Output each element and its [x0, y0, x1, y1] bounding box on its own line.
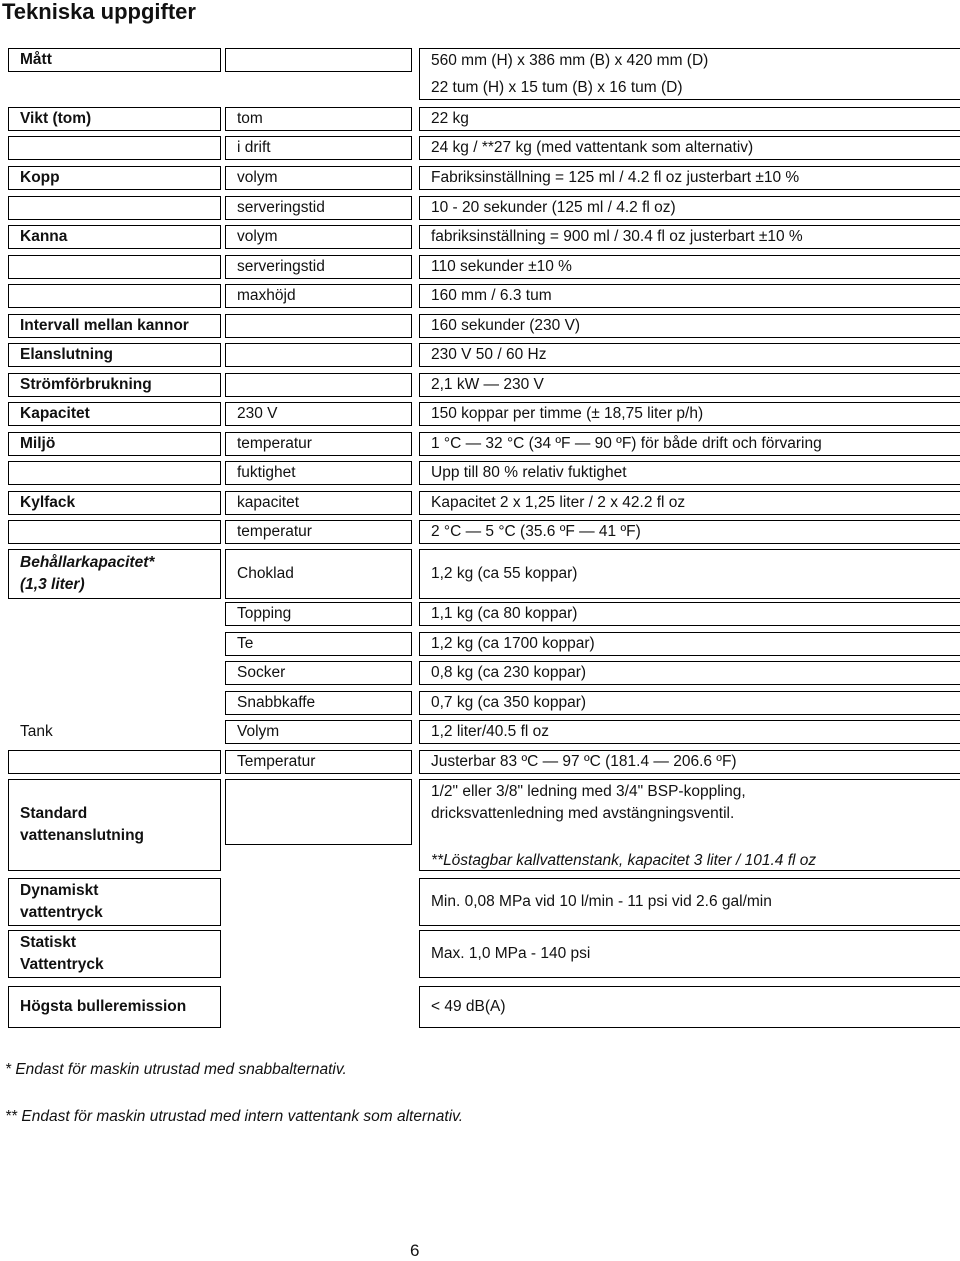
value-miljo-fuktighet: Upp till 80 % relativ fuktighet: [419, 461, 960, 485]
label-kanna-empty-1: [8, 255, 221, 279]
value-tank-volym: 1,2 liter/40.5 fl oz: [419, 720, 960, 744]
label-kylfack-empty: [8, 520, 221, 544]
sub-miljo-temperatur: temperatur: [225, 432, 412, 456]
sub-miljo-fuktighet: fuktighet: [225, 461, 412, 485]
value-hogsta-bulleremission: < 49 dB(A): [419, 986, 960, 1028]
value-kylfack-temperatur: 2 °C — 5 °C (35.6 ºF — 41 ºF): [419, 520, 960, 544]
value-vikt-drift: 24 kg / **27 kg (med vattentank som alternativ): [419, 136, 960, 160]
label-tank-empty: [8, 750, 221, 774]
value-elanslutning: 230 V 50 / 60 Hz: [419, 343, 960, 367]
sub-tank-volym: Volym: [225, 720, 412, 744]
sub-kopp-serveringstid: serveringstid: [225, 196, 412, 220]
label-dynamiskt-line1: Dynamiskt: [20, 882, 99, 899]
sub-kopp-volym: volym: [225, 166, 412, 190]
sub-intervall-empty: [225, 314, 412, 338]
label-statiskt-line1: Statiskt: [20, 934, 76, 951]
value-behallare-socker: 0,8 kg (ca 230 koppar): [419, 661, 960, 685]
value-standard-vattenanslutning: [419, 779, 960, 871]
label-matt: Mått: [8, 48, 221, 72]
sub-strom-empty: [225, 373, 412, 397]
sub-behallare-socker: Socker: [225, 661, 412, 685]
value-matt-tum: 22 tum (H) x 15 tum (B) x 16 tum (D): [431, 79, 683, 96]
label-statiskt-vattentryck: [8, 930, 221, 978]
value-behallare-snabbkaffe: 0,7 kg (ca 350 koppar): [419, 691, 960, 715]
label-kanna: Kanna: [8, 225, 221, 249]
sub-kapacitet: 230 V: [225, 402, 412, 426]
label-miljo-empty: [8, 461, 221, 485]
value-standard-line1: 1/2" eller 3/8" ledning med 3/4" BSP-koppling,: [431, 783, 746, 800]
sub-standard-empty: [225, 779, 412, 845]
value-stromforbrukning: 2,1 kW — 230 V: [419, 373, 960, 397]
sub-behallare-choklad: Choklad: [225, 549, 412, 599]
label-standard-line2: vattenanslutning: [20, 827, 145, 844]
sub-tank-temperatur: Temperatur: [225, 750, 412, 774]
value-kanna-serveringstid: 110 sekunder ±10 %: [419, 255, 960, 279]
value-tank-temperatur: Justerbar 83 ºC — 97 ºC (181.4 — 206.6 ºF): [419, 750, 960, 774]
label-vikt-empty: [8, 136, 221, 160]
label-hogsta-bulleremission: Högsta bulleremission: [8, 986, 221, 1028]
value-standard-line2: dricksvattenledning med avstängningsventil.: [431, 805, 735, 822]
value-standard-line3: **Löstagbar kallvattenstank, kapacitet 3 liter / 101.4 fl oz: [431, 852, 817, 869]
label-kylfack: Kylfack: [8, 491, 221, 515]
label-kopp: Kopp: [8, 166, 221, 190]
sub-kylfack-kapacitet: kapacitet: [225, 491, 412, 515]
label-intervall: Intervall mellan kannor: [8, 314, 221, 338]
label-standard-vattenanslutning: [8, 779, 221, 871]
value-kapacitet: 150 koppar per timme (± 18,75 liter p/h): [419, 402, 960, 426]
footnote-vattentank: ** Endast för maskin utrustad med intern vattentank som alternativ.: [5, 1108, 464, 1125]
page-number: 6: [410, 1241, 420, 1260]
label-behallarkapacitet-line1: Behållarkapacitet*: [20, 554, 155, 571]
value-kopp-serveringstid: 10 - 20 sekunder (125 ml / 4.2 fl oz): [419, 196, 960, 220]
sub-vikt-tom: tom: [225, 107, 412, 131]
sub-kanna-serveringstid: serveringstid: [225, 255, 412, 279]
value-vikt-tom: 22 kg: [419, 107, 960, 131]
sub-behallare-topping: Topping: [225, 602, 412, 626]
label-tank: Tank: [8, 720, 221, 744]
label-statiskt-line2: Vattentryck: [20, 956, 104, 973]
label-kanna-empty-2: [8, 284, 221, 308]
value-matt: [419, 48, 960, 100]
label-kapacitet: Kapacitet: [8, 402, 221, 426]
label-elanslutning: Elanslutning: [8, 343, 221, 367]
sub-behallare-snabbkaffe: Snabbkaffe: [225, 691, 412, 715]
value-behallare-topping: 1,1 kg (ca 80 koppar): [419, 602, 960, 626]
value-dynamiskt-vattentryck: Min. 0,08 MPa vid 10 l/min - 11 psi vid 2.6 gal/min: [419, 878, 960, 926]
label-stromforbrukning: Strömförbrukning: [8, 373, 221, 397]
value-kopp-volym: Fabriksinställning = 125 ml / 4.2 fl oz justerbart ±10 %: [419, 166, 960, 190]
sub-kylfack-temperatur: temperatur: [225, 520, 412, 544]
value-matt-mm: 560 mm (H) x 386 mm (B) x 420 mm (D): [431, 52, 709, 69]
sub-elanslutning-empty: [225, 343, 412, 367]
label-kopp-empty: [8, 196, 221, 220]
label-dynamiskt-vattentryck: [8, 878, 221, 926]
label-behallarkapacitet: [8, 549, 221, 599]
value-kanna-volym: fabriksinställning = 900 ml / 30.4 fl oz justerbart ±10 %: [419, 225, 960, 249]
label-vikt: Vikt (tom): [8, 107, 221, 131]
page-title: Tekniska uppgifter: [2, 0, 196, 24]
value-kylfack-kapacitet: Kapacitet 2 x 1,25 liter / 2 x 42.2 fl oz: [419, 491, 960, 515]
sub-behallare-te: Te: [225, 632, 412, 656]
sub-kanna-maxhojd: maxhöjd: [225, 284, 412, 308]
value-statiskt-vattentryck: Max. 1,0 MPa - 140 psi: [419, 930, 960, 978]
sub-matt-empty: [225, 48, 412, 72]
label-behallarkapacitet-line2: (1,3 liter): [20, 576, 85, 593]
sub-kanna-volym: volym: [225, 225, 412, 249]
sub-vikt-drift: i drift: [225, 136, 412, 160]
value-miljo-temperatur: 1 °C — 32 °C (34 ºF — 90 ºF) för både drift och förvaring: [419, 432, 960, 456]
label-miljo: Miljö: [8, 432, 221, 456]
label-dynamiskt-line2: vattentryck: [20, 904, 103, 921]
value-behallare-te: 1,2 kg (ca 1700 koppar): [419, 632, 960, 656]
footnote-snabbalternativ: * Endast för maskin utrustad med snabbalternativ.: [5, 1061, 347, 1078]
value-kanna-maxhojd: 160 mm / 6.3 tum: [419, 284, 960, 308]
value-intervall: 160 sekunder (230 V): [419, 314, 960, 338]
label-standard-line1: Standard: [20, 805, 88, 822]
value-behallare-choklad: 1,2 kg (ca 55 koppar): [419, 549, 960, 599]
